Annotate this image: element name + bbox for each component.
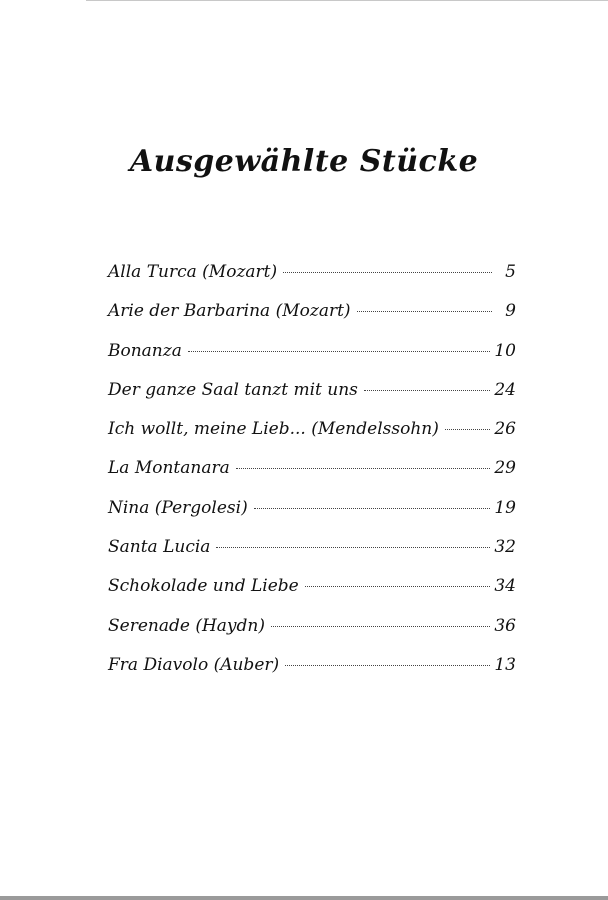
dot-leader: [357, 311, 492, 312]
toc-entry-title: Serenade (Haydn): [108, 615, 265, 636]
top-border-line: [86, 0, 608, 1]
toc-entry[interactable]: [108, 458, 516, 497]
toc-entry-page: 24: [494, 379, 516, 400]
toc-entry-title: Nina (Pergolesi): [108, 497, 248, 518]
dot-leader: [305, 586, 491, 587]
toc-entry[interactable]: [108, 616, 516, 655]
toc-entry-title: Bonanza: [108, 340, 182, 361]
toc-entry-page: 19: [494, 497, 516, 518]
toc-entry[interactable]: [108, 262, 516, 301]
toc-entry-page: 13: [494, 654, 516, 675]
toc-entry-page: 10: [494, 340, 516, 361]
toc-entry[interactable]: [108, 380, 516, 419]
dot-leader: [254, 508, 491, 509]
toc-entry-title: Schokolade und Liebe: [108, 576, 299, 597]
dot-leader: [216, 547, 490, 548]
toc-entry-title: Arie der Barbarina (Mozart): [108, 301, 351, 322]
table-of-contents: [108, 262, 516, 694]
toc-entry[interactable]: [108, 419, 516, 458]
toc-entry-page: 5: [505, 262, 516, 282]
toc-entry-title: Fra Diavolo (Auber): [108, 654, 280, 675]
page-title: Ausgewählte Stücke: [129, 144, 479, 180]
toc-entry-page: 36: [494, 615, 516, 636]
toc-entry[interactable]: [108, 655, 516, 694]
toc-entry-page: 26: [494, 419, 516, 440]
toc-entry-page: 34: [494, 576, 516, 597]
toc-entry-title: Ich wollt, meine Lieb... (Mendelssohn): [108, 419, 439, 440]
toc-entry-page: 32: [494, 537, 516, 558]
bottom-border-line: [0, 896, 608, 900]
toc-entry-title: La Montanara: [108, 458, 230, 479]
dot-leader: [188, 351, 491, 352]
toc-entry[interactable]: [108, 537, 516, 576]
toc-entry[interactable]: [108, 301, 516, 340]
dot-leader: [283, 272, 492, 273]
dot-leader: [285, 665, 490, 666]
toc-entry-title: Der ganze Saal tanzt mit uns: [108, 379, 358, 400]
toc-entry[interactable]: [108, 498, 516, 537]
toc-entry[interactable]: [108, 576, 516, 615]
dot-leader: [445, 429, 491, 430]
dot-leader: [271, 626, 490, 627]
dot-leader: [236, 468, 491, 469]
toc-entry[interactable]: [108, 341, 516, 380]
toc-entry-page: 9: [505, 301, 516, 322]
dot-leader: [364, 390, 490, 391]
toc-entry-title: Alla Turca (Mozart): [108, 262, 278, 282]
toc-entry-page: 29: [494, 458, 516, 479]
toc-entry-title: Santa Lucia: [108, 537, 211, 558]
